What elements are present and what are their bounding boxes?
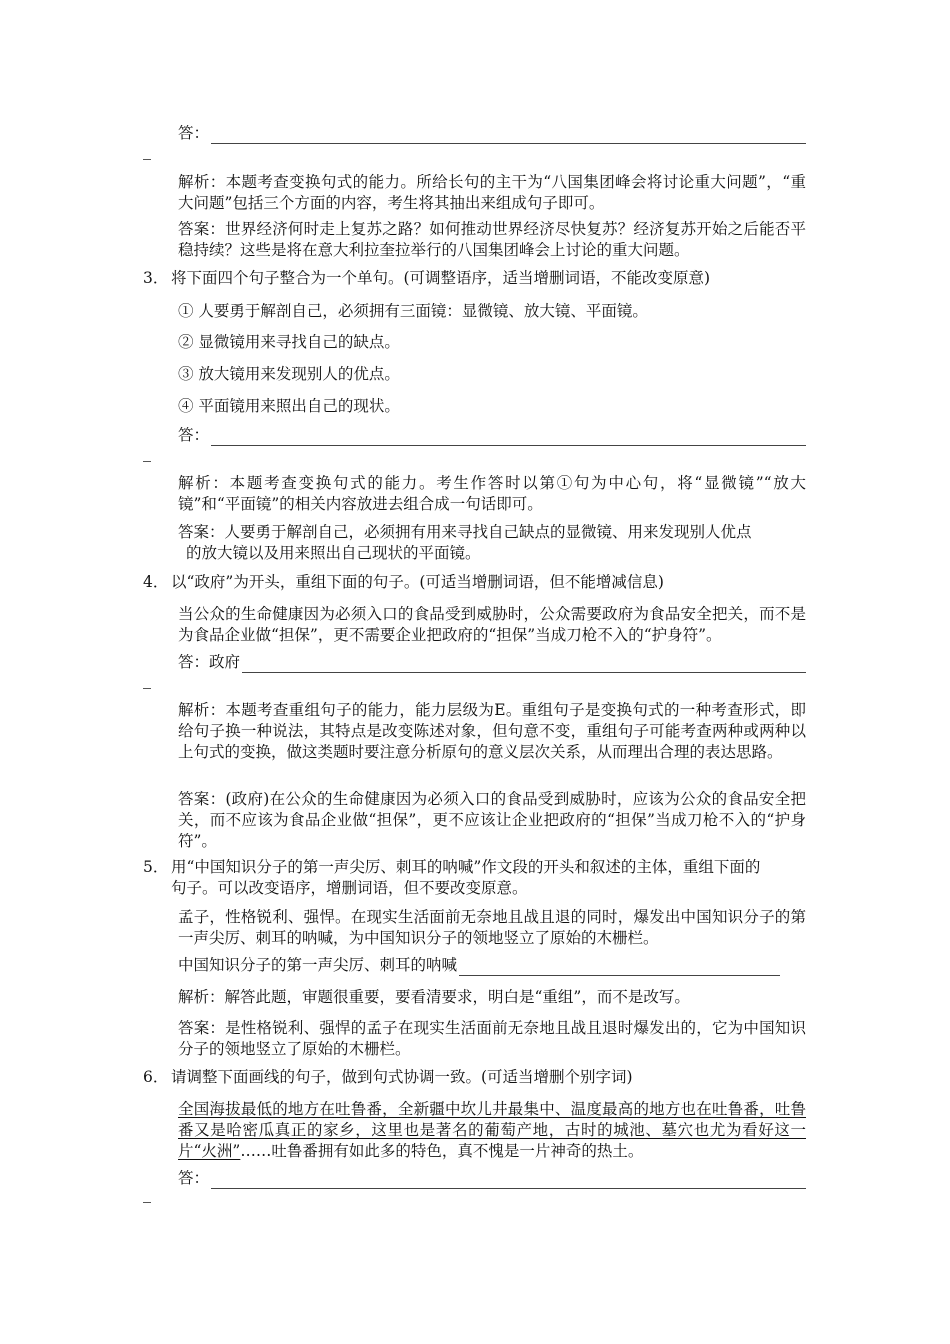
q2-answer-row[interactable] [178, 122, 806, 144]
separator-dash [143, 1202, 151, 1203]
q4-analysis: 解析：本题考查重组句子的能力，能力层级为E。重组句子是变换句式的一种考查形式，即给句子换一种说法，其特点是改变陈述对象，但句意不变，重组句子可能考查两种或两种以上句式的变换，做这类题时要注意分析原句的意义层次关系，从而理出合理的表达思路。 [178, 701, 806, 761]
q5-analysis: 解析：解答此题，审题很重要，要看清要求，明白是“重组”，而不是改写。 [178, 988, 690, 1006]
q3-item-3: ③ 放大镜用来发现别人的优点。 [178, 365, 400, 383]
q5-prompt-line-1: 用“中国知识分子的第一声尖厉、刺耳的呐喊”作文段的开头和叙述的主体，重组下面的 [171, 858, 761, 876]
q3-answer-line-1: 答案：人要勇于解剖自己，必须拥有用来寻找自己缺点的显微镜、用来发现别人优点 [178, 523, 752, 541]
q4-prompt [143, 572, 808, 593]
separator-dash [143, 461, 151, 462]
q3-number: 3． [143, 269, 169, 287]
q3-item-4: ④ 平面镜用来照出自己的现状。 [178, 397, 400, 415]
q6-underlined-sentence: 全国海拔最低的地方在吐鲁番，全新疆中坎儿井最集中、温度最高的地方也在吐鲁番，吐鲁番又是哈密瓜真正的家乡，这里也是著名的葡萄产地，古时的城池、墓穴也尤为看好这一片“火洲” [178, 1100, 806, 1160]
q5-answer-prefix: 中国知识分子的第一声尖厉、刺耳的呐喊 [178, 956, 458, 974]
separator-dash [143, 159, 151, 160]
q4-answer-blank[interactable] [242, 657, 806, 673]
q3-analysis: 解析：本题考查变换句式的能力。考生作答时以第①句为中心句，将“显微镜”“放大镜”和“平面镜”的相关内容放进去组合成一句话即可。 [178, 474, 806, 513]
separator-dash [143, 688, 151, 689]
q5-answer-row[interactable] [178, 954, 780, 976]
q2-answer: 答案：世界经济何时走上复苏之路？如何推动世界经济尽快复苏？经济复苏开始之后能否平稳持续？这些是将在意大利拉奎拉举行的八国集团峰会上讨论的重大问题。 [178, 220, 806, 259]
q6-answer-blank[interactable] [211, 1173, 806, 1189]
q5-prompt-line-2: 句子。可以改变语序，增删词语，但不要改变原意。 [171, 879, 528, 897]
q6-prompt-text: 请调整下面画线的句子，做到句式协调一致。(可适当增删个别字词) [171, 1068, 633, 1086]
q6-answer-row[interactable] [178, 1167, 806, 1189]
q3-answer-line-2: 的放大镜以及用来照出自己现状的平面镜。 [186, 544, 481, 562]
q3-answer-label: 答： [178, 426, 210, 444]
q4-prompt-text: 以“政府”为开头，重组下面的句子。(可适当增删词语，但不能增减信息) [171, 573, 664, 591]
q5-answer: 答案：是性格锐利、强悍的孟子在现实生活面前无奈地且战且退时爆发出的，它为中国知识分子的领地竖立了原始的木栅栏。 [178, 1019, 806, 1058]
q4-passage: 当公众的生命健康因为必须入口的食品受到威胁时，公众需要政府为食品安全把关，而不是为食品企业做“担保”，更不需要企业把政府的“担保”当成刀枪不入的“护身符”。 [178, 605, 806, 644]
q3-answer-row[interactable] [178, 424, 806, 446]
q6-number: 6． [143, 1068, 169, 1086]
q4-answer: 答案：(政府)在公众的生命健康因为必须入口的食品受到威胁时，应该为公众的食品安全把关，而不应该为食品企业做“担保”，更不应该让企业把政府的“担保”当成刀枪不入的“护身符”。 [178, 790, 806, 850]
q5-answer-blank[interactable] [459, 960, 780, 976]
q4-answer-prefix: 答：政府 [178, 653, 241, 671]
q5-prompt [143, 857, 808, 899]
q2-analysis: 解析：本题考查变换句式的能力。所给长句的主干为“八国集团峰会将讨论重大问题”，“重大问题”包括三个方面的内容，考生将其抽出来组成句子即可。 [178, 173, 806, 212]
q3-item-2: ② 显微镜用来寻找自己的缺点。 [178, 333, 400, 351]
q2-answer-label: 答： [178, 124, 210, 142]
q3-prompt [143, 268, 808, 289]
q5-number: 5． [143, 858, 169, 876]
q6-passage [178, 1099, 806, 1162]
q3-answer-blank[interactable] [211, 430, 806, 446]
q3-prompt-text: 将下面四个句子整合为一个单句。(可调整语序，适当增删词语，不能改变原意) [171, 269, 711, 287]
q5-passage: 孟子，性格锐利、强悍。在现实生活面前无奈地且战且退的同时，爆发出中国知识分子的第一声尖厉、刺耳的呐喊，为中国知识分子的领地竖立了原始的木栅栏。 [178, 908, 806, 947]
q6-answer-label: 答： [178, 1169, 210, 1187]
q6-passage-rest: ……吐鲁番拥有如此多的特色，真不愧是一片神奇的热土。 [240, 1142, 644, 1160]
q3-item-1: ① 人要勇于解剖自己，必须拥有三面镜：显微镜、放大镜、平面镜。 [178, 302, 648, 320]
q4-number: 4． [143, 573, 169, 591]
q6-prompt [143, 1067, 808, 1088]
q4-answer-row[interactable] [178, 651, 806, 673]
q2-answer-blank[interactable] [211, 128, 806, 144]
